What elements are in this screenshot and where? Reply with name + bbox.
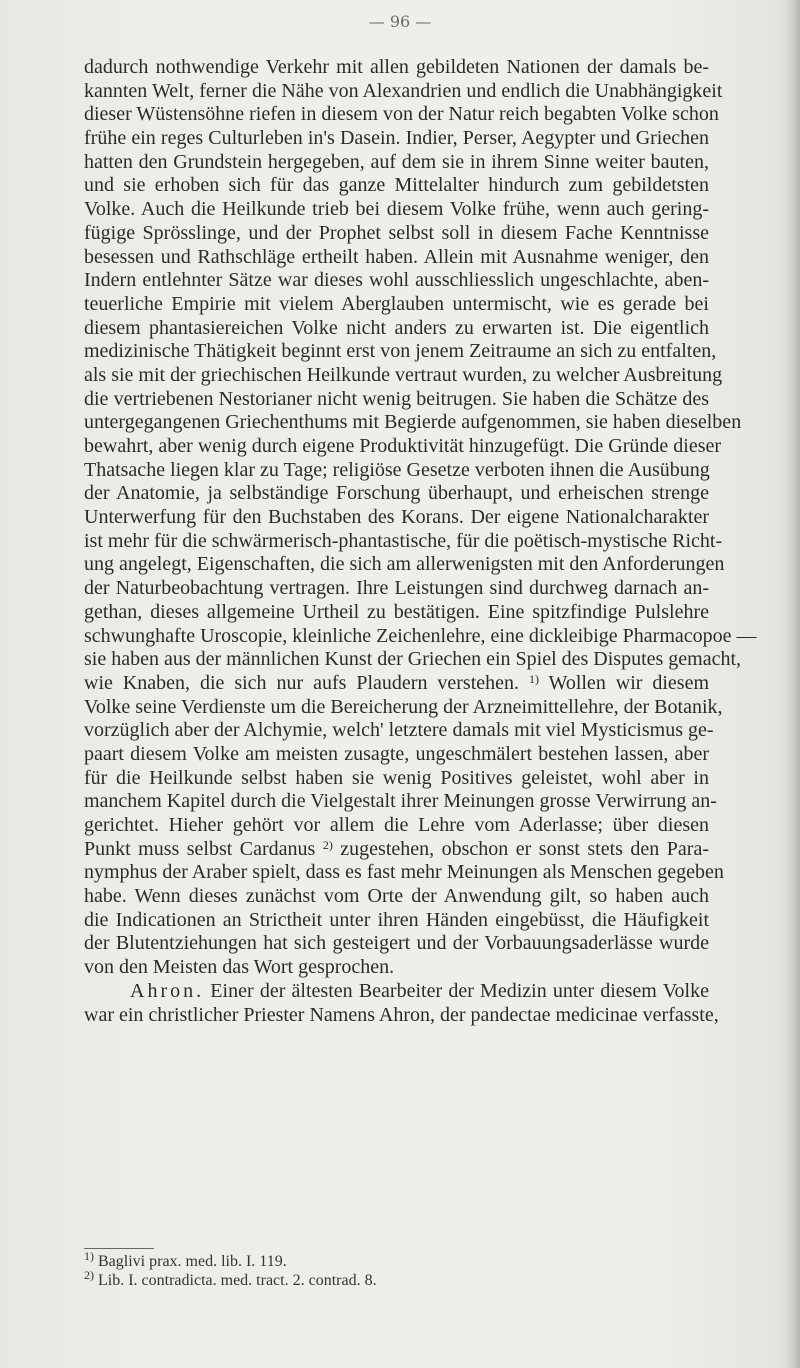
footnote-ref-1[interactable]: 1) [528, 671, 539, 686]
text-line: diesem phantasiereichen Volke nicht anders zu erwarten ist. Die eigentlich [84, 316, 709, 339]
section-heading: Ahron. [130, 979, 205, 1002]
text-line: teuerliche Empirie mit vielem Aberglauben untermischt, wie es gerade bei [84, 292, 709, 315]
footnote-2 [84, 1268, 704, 1290]
text-line: hatten den Grundstein hergegeben, auf dem sie in ihrem Sinne weiter bauten, [84, 150, 709, 173]
text-fragment: zugestehen, obschon er sonst stets den Para- [332, 837, 709, 860]
section-start-line [84, 980, 709, 1004]
text-line: habe. Wenn dieses zunächst vom Orte der Anwendung gilt, so haben auch [84, 885, 709, 908]
text-line: die vertriebenen Nestorianer nicht wenig beitrugen. Sie haben die Schätze des [84, 387, 709, 410]
text-line: ung angelegt, Eigenschaften, die sich am allerwenigsten mit den Anforderungen [84, 553, 725, 576]
text-line: die Indicationen an Strictheit unter ihren Händen eingebüsst, die Häufigkeit [84, 908, 709, 931]
text-line: fügige Sprösslinge, und der Prophet selbst soll in diesem Fache Kenntnisse [84, 221, 709, 244]
text-fragment: Punkt muss selbst Cardanus [84, 837, 316, 860]
text-line: sie haben aus der männlichen Kunst der Griechen ein Spiel des Disputes gemacht, [84, 648, 742, 671]
text-fragment: wie Knaben, die sich nur aufs Plaudern verstehen. [84, 671, 520, 694]
text-line-with-footnote-ref [84, 838, 709, 862]
footnote-ref-2[interactable]: 2) [322, 837, 333, 852]
text-line: bewahrt, aber wenig durch eigene Produktivität hinzugefügt. Die Gründe dieser [84, 435, 722, 457]
text-line: war ein christlicher Priester Namens Ahron, der pandectae medicinae verfasste, [84, 1003, 719, 1026]
body-text [84, 56, 757, 1027]
text-line: dieser Wüstensöhne riefen in diesem von der Natur reich begabten Volke schon [84, 103, 719, 126]
text-line: schwunghafte Uroscopie, kleinliche Zeichenlehre, eine dickleibige Pharmacopoe — [84, 624, 757, 647]
text-line: medizinische Thätigkeit beginnt erst von jenem Zeitraume an sich zu entfalten, [84, 340, 717, 363]
paragraph-end-line: von den Meisten das Wort gesprochen. [84, 956, 395, 979]
text-line: der Blutentziehungen hat sich gesteigert und der Vorbauungsaderlässe wurde [84, 932, 709, 955]
text-fragment: Wollen wir diesem [538, 671, 710, 694]
footnote-text: Baglivi prax. med. lib. I. 119. [94, 1253, 287, 1270]
text-line: Volke. Auch die Heilkunde trieb bei diesem Volke frühe, wenn auch gering- [84, 198, 709, 221]
text-line: vorzüglich aber der Alchymie, welch' letztere damals mit viel Mysticismus ge- [84, 719, 714, 742]
text-line: ist mehr für die schwärmerisch-phantastische, für die poëtisch-mystische Richt- [84, 529, 723, 552]
text-line: der Anatomie, ja selbständige Forschung überhaupt, und erheischen strenge [84, 482, 709, 505]
text-line: besessen und Rathschläge ertheilt haben. Allein mit Ausnahme weniger, den [84, 245, 709, 268]
text-line: gerichtet. Hieher gehört vor allem die Lehre vom Aderlasse; über diesen [84, 814, 709, 836]
footnote-1 [84, 1249, 704, 1271]
text-line: Indern entlehnter Sätze war dieses wohl ausschliesslich ungeschlachte, aben- [84, 269, 709, 292]
text-line: frühe ein reges Culturleben in's Dasein. Indier, Perser, Aegypter und Griechen [84, 127, 709, 150]
text-line: Unterwerfung für den Buchstaben des Korans. Der eigene Nationalcharakter [84, 506, 709, 529]
footnote-divider [84, 1248, 154, 1249]
text-line: und sie erhoben sich für das ganze Mittelalter hindurch zum gebildetsten [84, 174, 709, 197]
footnote-marker: 2) [84, 1268, 94, 1282]
text-line: nymphus der Araber spielt, dass es fast mehr Meinungen als Menschen gegeben [84, 861, 724, 884]
text-line-with-footnote-ref [84, 672, 709, 696]
footnote-marker: 1) [84, 1249, 94, 1263]
text-line: paart diesem Volke am meisten zusagte, ungeschmälert bestehen lassen, aber [84, 742, 709, 765]
page-edge-shadow [786, 0, 800, 1368]
text-fragment: Einer der ältesten Bearbeiter der Medizin unter diesem Volke [204, 979, 709, 1002]
text-line: gethan, dieses allgemeine Urtheil zu bestätigen. Eine spitzfindige Pulslehre [84, 600, 709, 623]
text-line: für die Heilkunde selbst haben sie wenig Positives geleistet, wohl aber in [84, 766, 709, 789]
text-line: Volke seine Verdienste um die Bereicherung der Arzneimittellehre, der Botanik, [84, 695, 723, 718]
footnotes [84, 1249, 704, 1290]
text-line: der Naturbeobachtung vertragen. Ihre Leistungen sind durchweg darnach an- [84, 577, 709, 600]
page-number: — 96 — [368, 12, 432, 31]
text-line: untergegangenen Griechenthums mit Begierde aufgenommen, sie haben dieselben [84, 411, 742, 434]
text-line: kannten Welt, ferner die Nähe von Alexandrien und endlich die Unabhängigkeit [84, 79, 723, 102]
text-line: Thatsache liegen klar zu Tage; religiöse Gesetze verboten ihnen die Ausübung [84, 458, 710, 481]
text-line: als sie mit der griechischen Heilkunde vertraut wurden, zu welcher Ausbreitung [84, 363, 723, 386]
text-line: dadurch nothwendige Verkehr mit allen gebildeten Nationen der damals be- [84, 56, 709, 78]
text-line: manchem Kapitel durch die Vielgestalt ihrer Meinungen grosse Verwirrung an- [84, 790, 717, 813]
footnote-text: Lib. I. contradicta. med. tract. 2. contrad. 8. [94, 1272, 377, 1289]
